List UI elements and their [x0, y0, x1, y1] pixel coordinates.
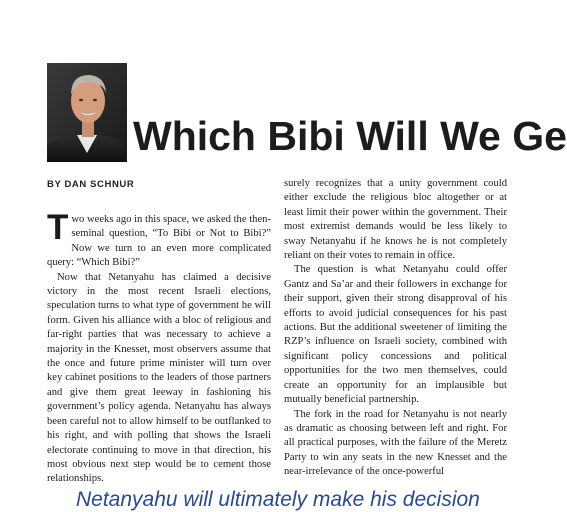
- article-column-right: [284, 177, 507, 480]
- paragraph-text: wo weeks ago in this space, we asked the then-seminal question, “To Bibi or Not to Bibi?” Now we turn to an even more complicated query: “Which Bibi?”: [47, 214, 271, 269]
- article-paragraph: The fork in the road for Netanyahu is not nearly as dramatic as choosing between left and right. For all practical purposes, with the failure of the Meretz Party to win any seats in the new Knesset and the near-irrelevance of the once-powerful: [284, 408, 507, 478]
- author-photo: [47, 63, 127, 162]
- article-paragraph: The question is what Netanyahu could offer Gantz and Sa’ar and their followers in exchange for their support, given their strong disapproval of his efforts to avoid judicial consequences for his past actions. But the additional sweetener of limiting the RZP’s influence on Israeli society, combined with significant policy concessions and political opportunities for the two men themselves, could create an opportunity for an implausible but mutually beneficial partnership.: [284, 264, 507, 406]
- pull-quote: Netanyahu will ultimately make his decision: [76, 488, 480, 511]
- drop-cap: T: [47, 208, 69, 247]
- article-column-left: [47, 208, 271, 487]
- author-byline: BY DAN SCHNUR: [47, 179, 135, 190]
- article-paragraph: Now that Netanyahu has claimed a decisive victory in the most recent Israeli elections, speculation turns to what type of government he will form. Given his alliance with a bloc of religious and far-right parties that was necessary to achieve a majority in the Knesset, most observers assume that the once and future prime minister will turn over key cabinet positions to the leaders of those partners and give them great leeway in fashioning his government’s policy agenda. Netanyahu has always been careful not to allow himself to be outflanked to his right, and with polling that shows the Israeli electorate continuing to move in that direction, his most obvious next step would be to cement those relationships.: [47, 271, 271, 485]
- article-paragraph: surely recognizes that a unity government could either exclude the religious bloc altogether or at least limit their power within the government. Their most extremist demands would be less likely to sway Netanyahu if he knows he is not completely reliant on their votes to remain in office.: [284, 178, 507, 262]
- article-headline: Which Bibi Will We Ge: [133, 113, 567, 159]
- article-paragraph: [47, 208, 271, 271]
- author-portrait-image: [47, 63, 127, 162]
